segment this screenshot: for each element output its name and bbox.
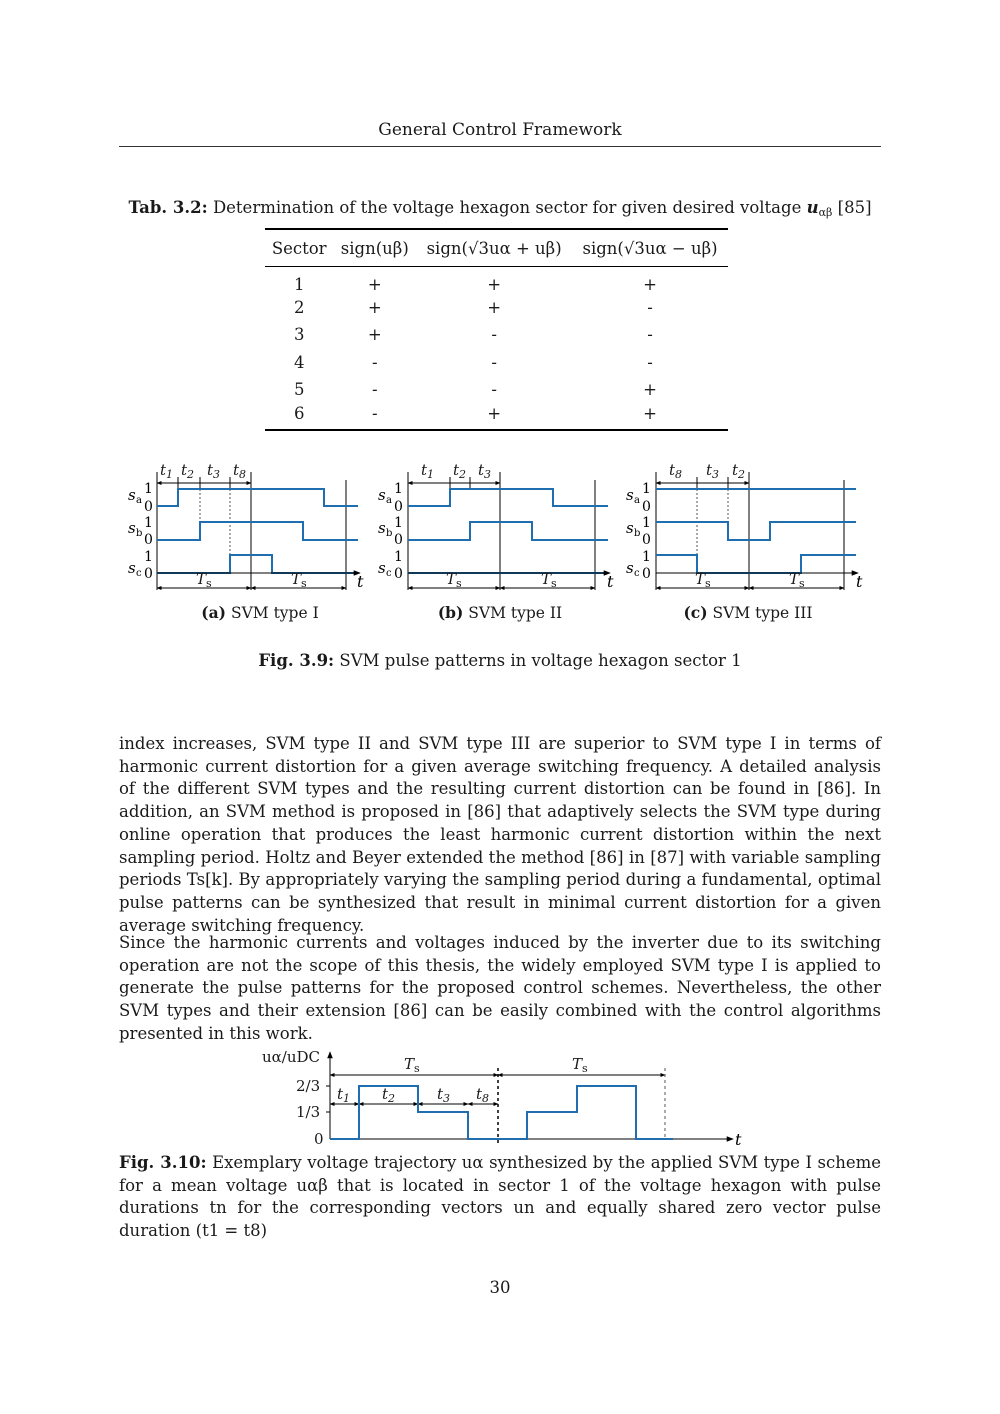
table-caption-ref: [85] [837,198,872,217]
signal-sb-trace [157,522,358,540]
interval-label: $t_3$ [437,1085,451,1105]
level-0-label: 0 [642,566,651,582]
subfigure-a-diagram [128,472,364,591]
table-cell: + [367,325,382,345]
table-cell: 3 [293,325,305,345]
interval-label: $t_3$ [478,461,492,481]
signal-label-sb: s [128,519,136,537]
signal-sub-b: b [634,528,641,539]
table-cell: + [643,380,657,400]
level-0-label: 0 [642,532,651,548]
time-axis-label: t [856,572,863,591]
table-cell: + [487,403,502,423]
table-cell: - [491,325,497,345]
interval-label: $t_1$ [421,461,435,481]
figure-label: Fig. 3.10: [119,1153,207,1172]
table-caption-symbol-sub: αβ [818,206,833,219]
table-header-row [265,229,728,267]
signal-sub-a: a [386,495,392,506]
table-cell: - [647,298,653,318]
level-0-label: 0 [394,532,403,548]
period-label: $T_s$ [196,570,212,590]
table-row [265,403,728,430]
period-label: $T_s$ [541,570,557,590]
page-number: 30 [489,1278,511,1297]
period-label: $T_s$ [291,570,307,590]
level-0-label: 0 [642,499,651,515]
table-row [265,267,728,295]
table-caption [119,196,881,224]
table-row [265,294,728,321]
column-header-sign-ub: sign(uβ) [340,238,409,258]
signal-sub-b: b [386,528,393,539]
table-row [265,376,728,403]
level-1-label: 1 [394,481,403,497]
level-0-label: 0 [144,499,153,515]
header-rule [119,146,881,147]
signal-sa-trace [408,489,608,506]
signal-label-sc: s [128,559,136,577]
level-1-label: 1 [144,481,153,497]
level-1-label: 1 [394,515,403,531]
signal-sa-trace [157,489,358,506]
table-cell: 1 [293,275,305,294]
column-header-sign-diff: sign(√3uα − uβ) [582,238,718,258]
time-axis-label: t [607,572,614,591]
signal-sub-c: c [136,568,142,579]
signal-sub-a: a [136,495,142,506]
signal-label-sb: s [378,519,386,537]
figure-3-9-caption [119,649,881,672]
signal-label-sa: s [626,486,634,504]
body-paragraph: index increases, SVM type II and SVM type III are superior to SVM type I in terms of harmonic current distortion for a given average switching frequency. A detailed analysis of the different SVM types and the resulting current distortion can be found in [86]. In addition, an SVM method is proposed in [86] that adaptively selects the SVM type during online operation that produces the least harmonic current distortion within the next sampling period. Holtz and Beyer extended the method [86] in [87] with variable sampling periods Ts[k]. By appropriately varying the sampling period during a fundamental, optimal pulse patterns can be synthesized that result in minimal current distortion for a given average switching frequency. [119,734,881,935]
interval-label: $t_1$ [337,1085,351,1105]
table-cell: + [643,403,657,423]
signal-sb-trace [408,522,608,540]
table-cell: + [367,275,382,294]
signal-sub-c: c [634,568,640,579]
table-cell: + [367,298,382,318]
voltage-trajectory-figure [255,1048,755,1150]
table-cell: - [371,380,378,400]
table-cell: + [643,275,657,294]
table-cell: + [487,298,502,318]
level-1-label: 1 [642,515,651,531]
level-0-label: 0 [394,499,403,515]
y-axis-label: uα/uDC [262,1048,321,1066]
body-paragraph: Since the harmonic currents and voltages induced by the inverter due to its switching operation are not the scope of this thesis, the widely employed SVM type I is applied to generate the pulse patterns for the proposed control schemes. Nevertheless, the other SVM types and their extension [86] can be easily combined with the control algorithms presented in this work. [119,933,881,1043]
signal-label-sb: s [626,519,634,537]
signal-sub-c: c [386,568,392,579]
interval-label: $t_8$ [476,1085,490,1105]
table-row [265,321,728,348]
table-cell: + [487,275,502,294]
level-0-label: 0 [144,566,153,582]
interval-label: $t_2$ [453,461,467,481]
subfigure-c-diagram [626,472,863,591]
table-cell: 4 [293,352,305,372]
signal-label-sa: s [378,486,386,504]
table-row [265,349,728,376]
level-1-label: 1 [642,481,651,497]
subfigure-a-caption: (a) SVM type I [201,603,319,622]
y-tick-label: 2/3 [296,1077,321,1095]
period-label: $T_s$ [404,1055,420,1075]
interval-label: $t_1$ [160,461,174,481]
table-cell: - [491,380,497,400]
table-cell: - [371,352,378,372]
figure-caption-text: Exemplary voltage trajectory uα synthesized by the applied SVM type I scheme for a mean voltage uαβ that is located in sector 1 of the voltage hexagon with pulse durations tn for the corresponding vectors un and equally shared zero vector pulse duration (t1 = t8) [119,1153,881,1241]
interval-label: $t_3$ [706,461,720,481]
table-cell: 6 [293,403,305,423]
y-tick-label: 1/3 [296,1103,321,1121]
period-label: $T_s$ [789,570,805,590]
signal-label-sc: s [378,559,386,577]
signal-sub-a: a [634,495,640,506]
period-label: $T_s$ [572,1055,588,1075]
signal-label-sa: s [128,486,136,504]
time-axis-label: t [357,572,364,591]
sector-table [265,228,728,431]
figure-3-10-caption [119,1152,881,1243]
table-caption-symbol: u [806,198,819,217]
interval-label: $t_2$ [382,1085,396,1105]
interval-label: $t_8$ [669,461,683,481]
level-1-label: 1 [144,549,153,565]
column-header-sign-sum: sign(√3uα + uβ) [426,238,562,258]
table-cell: - [647,352,653,372]
table-caption-text: Determination of the voltage hexagon sector for given desired voltage [212,198,802,217]
table-cell: 5 [293,380,305,400]
y-tick-label: 0 [314,1130,324,1148]
level-0-label: 0 [144,532,153,548]
level-1-label: 1 [642,549,651,565]
interval-label: $t_2$ [181,461,195,481]
table-cell: - [371,403,378,423]
level-1-label: 1 [394,549,403,565]
interval-label: $t_2$ [732,461,746,481]
subfigure-c-caption: (c) SVM type III [683,603,813,622]
column-header-sector: Sector [271,238,327,258]
level-0-label: 0 [394,566,403,582]
signal-sc-trace [157,555,358,573]
interval-label: $t_3$ [207,461,221,481]
figure-label: Fig. 3.9: [258,651,335,670]
table-label: Tab. 3.2: [128,198,208,217]
interval-label: $t_8$ [233,461,247,481]
table-cell: - [491,352,497,372]
x-axis-label: t [735,1130,742,1149]
table-cell: - [647,325,653,345]
signal-sub-b: b [136,528,143,539]
signal-sc-trace [656,555,856,573]
subfigure-b-caption: (b) SVM type II [437,603,563,622]
level-1-label: 1 [144,515,153,531]
figure-caption-text: SVM pulse patterns in voltage hexagon sector 1 [339,651,742,670]
signal-label-sc: s [626,559,634,577]
running-header: General Control Framework [378,120,622,140]
signal-sb-trace [656,522,856,540]
period-label: $T_s$ [446,570,462,590]
period-label: $T_s$ [695,570,711,590]
table-cell: 2 [293,298,305,318]
subfigure-b-diagram [378,472,614,591]
